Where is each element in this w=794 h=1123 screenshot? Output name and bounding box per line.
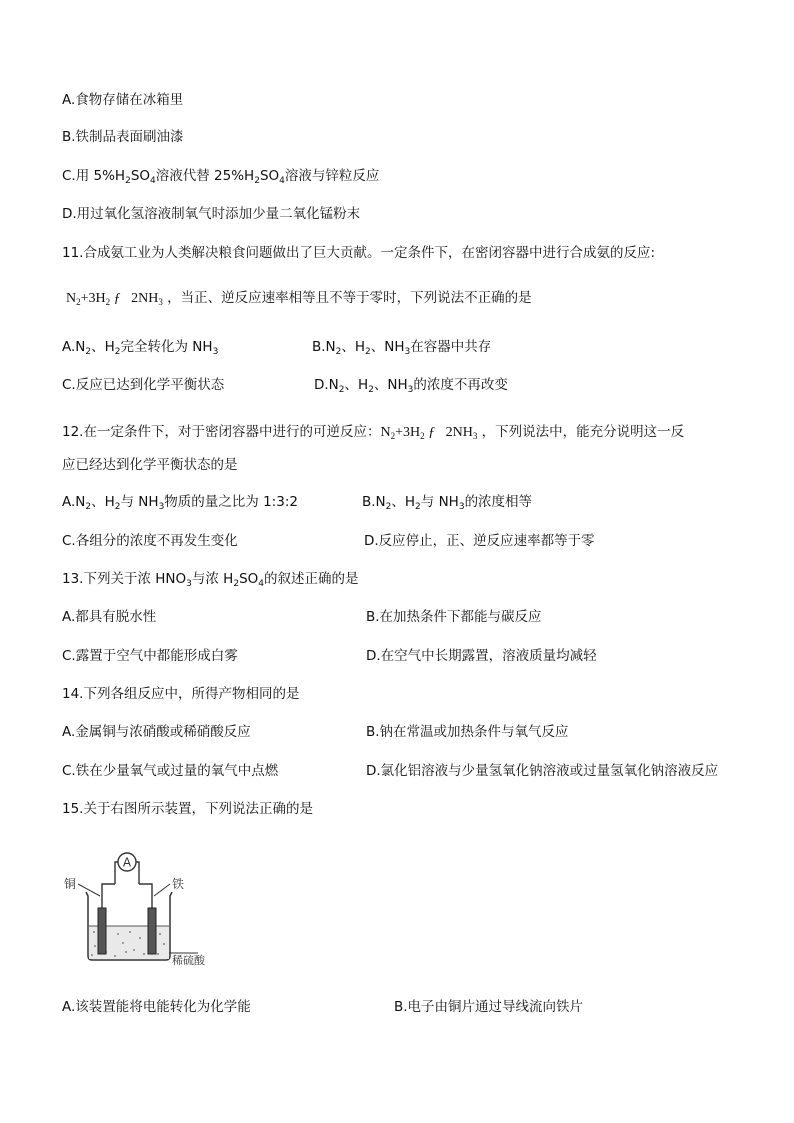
q14-option-b: B.钠在常温或加热条件与氧气反应 — [366, 724, 569, 740]
q11-stem: 11.合成氨工业为人类解决粮食问题做出了巨大贡献。一定条件下，在密闭容器中进行合成氨的反应: — [62, 245, 656, 261]
q14-option-d: D.氯化铝溶液与少量氢氧化钠溶液或过量氢氧化钠溶液反应 — [366, 763, 719, 779]
q14-option-a: A.金属铜与浓硝酸或稀硝酸反应 — [62, 724, 251, 740]
label-iron: 铁 — [172, 877, 185, 891]
q15-option-a: A.该装置能将电能转化为化学能 — [62, 999, 251, 1015]
q14-option-c: C.铁在少量氧气或过量的氧气中点燃 — [62, 763, 279, 779]
q12-option-b: $B.N_2$、$H_2$与 $NH_3$的浓度相等 — [362, 494, 533, 512]
q11-equation-line: $N_2+3H_2$ ƒ $2NH_3$ ，当正、逆反应速率相等且不等于零时，下列说法不正确的是 — [66, 290, 532, 307]
q12-option-a: $A.N_2$、$H_2$与 $NH_3$物质的量之比为 1:3:2 — [62, 494, 298, 512]
q15-option-b: B.电子由铜片通过导线流向铁片 — [394, 999, 584, 1015]
ammeter-label: A — [122, 855, 132, 870]
q10-option-b: B.铁制品表面刷油漆 — [62, 129, 184, 145]
q13-stem: 13.下列关于浓 $HNO_3$与浓 $H_2SO_4$的叙述正确的是 — [62, 571, 359, 589]
q13-option-a: A.都具有脱水性 — [62, 609, 157, 625]
q11-option-a: $A.N_2$、$H_2$完全转化为 $NH_3$ — [62, 339, 219, 357]
q12-option-c: C.各组分的浓度不再发生变化 — [62, 533, 238, 549]
q13-option-c: C.露置于空气中都能形成白雾 — [62, 648, 238, 664]
iron-electrode — [148, 908, 156, 954]
q15-stem: 15.关于右图所示装置，下列说法正确的是 — [62, 801, 313, 817]
label-dilute-sulfuric-acid: 稀硫酸 — [172, 954, 205, 966]
q12-stem-line2: 应已经达到化学平衡状态的是 — [62, 457, 238, 473]
q13-option-d: D.在空气中长期露置，溶液质量均减轻 — [366, 648, 597, 664]
label-copper: 铜 — [64, 877, 77, 891]
q11-option-b: $B.N_2$、$H_2$、$NH_3$在容器中共存 — [312, 339, 492, 357]
q11-option-d: $D.N_2$、$H_2$、$NH_3$的浓度不再改变 — [314, 377, 508, 395]
q10-option-c: C.用 $5\%H_2SO_4$溶液代替 $25\%H_2SO_4$溶液与锌粒反应 — [62, 168, 380, 186]
q14-stem: 14.下列各组反应中，所得产物相同的是 — [62, 686, 300, 702]
galvanic-cell-figure — [60, 848, 220, 966]
q10-option-d: D.用过氧化氢溶液制氧气时添加少量二氧化锰粉末 — [62, 206, 361, 222]
q12-stem-line1: 12.在一定条件下，对于密闭容器中进行的可逆反应：$N_2+3H_2$ ƒ $2NH_3$ ，下列说法中，能充分说明这一反 — [62, 424, 685, 441]
q12-option-d: D.反应停止，正、逆反应速率都等于零 — [364, 533, 595, 549]
q11-option-c: C.反应已达到化学平衡状态 — [62, 377, 225, 393]
q13-option-b: B.在加热条件下都能与碳反应 — [366, 609, 542, 625]
copper-electrode — [98, 908, 106, 954]
q10-option-a: A.食物存储在冰箱里 — [62, 92, 184, 108]
